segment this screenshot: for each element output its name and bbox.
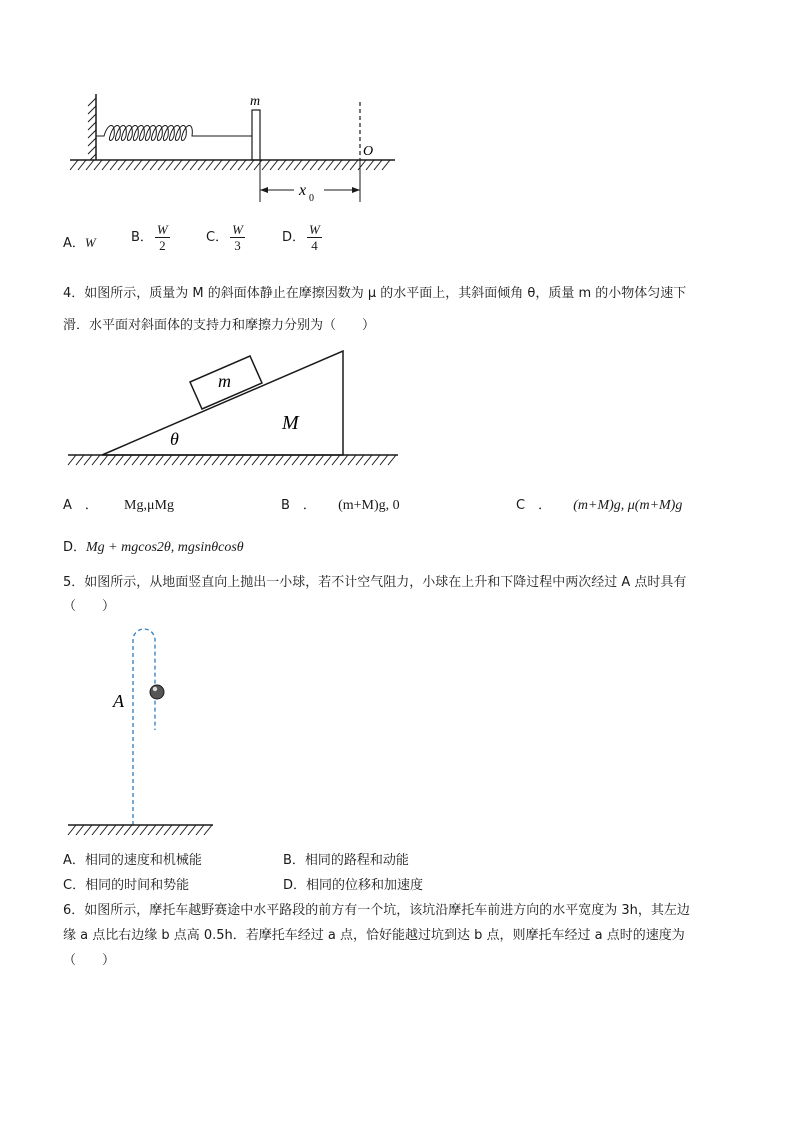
q3-option-d-letter: D．	[282, 230, 306, 245]
x0-arrowhead-right	[352, 187, 360, 193]
q4-option-d-letter: D．	[63, 540, 87, 555]
q4-option-a-letter: A ．	[63, 498, 98, 513]
ground-hatching	[68, 825, 212, 835]
q5-option-b: B．相同的路程和动能	[283, 853, 409, 868]
q3-option-d-den: 4	[311, 238, 318, 253]
q3-option-b-letter: B．	[131, 230, 153, 245]
q3-option-b	[131, 222, 170, 253]
x0-arrowhead-left	[260, 187, 268, 193]
block-label: m	[218, 371, 231, 391]
wedge-label: M	[282, 412, 299, 434]
x0-subscript: 0	[309, 193, 314, 204]
angle-label: θ	[170, 429, 179, 449]
q5-question-line-1: 5．如图所示，从地面竖直向上抛出一小球，若不计空气阻力，小球在上升和下降过程中两次经过 A 点时具有	[63, 575, 687, 590]
q3-spring-figure	[60, 88, 410, 210]
q4-question-line-2: 滑．水平面对斜面体的支持力和摩擦力分别为（ ）	[63, 318, 376, 333]
q4-option-b-letter: B ．	[281, 498, 316, 513]
q4-question-line-1: 4．如图所示，质量为 M 的斜面体静止在摩擦因数为 μ 的水平面上，其斜面倾角 θ，质量 m 的小物体匀速下	[63, 286, 687, 301]
q4-option-a-text: Mg,μMg	[124, 498, 174, 513]
q3-option-b-den: 2	[159, 238, 166, 253]
q3-option-c-num: W	[232, 222, 243, 237]
q5-question-line-2: （ ）	[63, 599, 116, 614]
q4-incline-figure	[60, 345, 405, 475]
ground-hatching	[68, 455, 396, 465]
q3-option-a-value: W	[84, 235, 96, 250]
q5-option-d: D．相同的位移和加速度	[283, 878, 424, 893]
q4-option-c-letter: C ．	[516, 498, 552, 513]
q4-option-a	[63, 496, 174, 516]
q5-option-c: C．相同的时间和势能	[63, 878, 190, 893]
wall-hatching	[88, 98, 96, 160]
q5-option-a: A．相同的速度和机械能	[63, 853, 202, 868]
q4-option-b-text: (m+M)g, 0	[338, 498, 400, 513]
mass-label: m	[250, 94, 261, 109]
q6-question-line-2: 缘 a 点比右边缘 b 点高 0.5h．若摩托车经过 a 点，恰好能越过坑到达 b 点，则摩托车经过 a 点时的速度为	[63, 928, 685, 943]
q3-option-c-letter: C．	[206, 230, 229, 245]
origin-label: O	[363, 144, 374, 159]
q3-option-c-den: 3	[234, 238, 241, 253]
spring	[96, 126, 252, 141]
q3-option-d-fraction	[307, 222, 322, 253]
wedge	[102, 351, 343, 455]
q3-option-b-num: W	[156, 222, 168, 237]
mass-block	[252, 110, 260, 160]
q3-option-b-fraction	[155, 222, 170, 253]
ground-hatching	[70, 160, 390, 170]
q3-option-d	[282, 222, 322, 253]
ball-highlight	[153, 687, 157, 691]
trajectory-path	[133, 629, 155, 825]
q3-option-c	[206, 222, 245, 253]
q3-option-a-letter: A．	[63, 236, 85, 251]
q4-option-c	[516, 496, 682, 516]
q4-option-d-text: Mg + mgcos2θ, mgsinθcosθ	[86, 540, 244, 555]
ball	[150, 685, 164, 699]
q3-option-d-num: W	[309, 222, 320, 237]
q4-option-b	[281, 496, 400, 516]
q6-question-line-3: （ ）	[63, 953, 116, 968]
x0-label: x	[299, 182, 307, 199]
q4-option-d	[63, 538, 244, 558]
q6-question-line-1: 6．如图所示，摩托车越野赛途中水平路段的前方有一个坑，该坑沿摩托车前进方向的水平宽度为 3h，其左边	[63, 903, 690, 918]
point-a-label: A	[113, 691, 124, 711]
q4-option-c-text: (m+M)g, μ(m+M)g	[573, 498, 683, 513]
q5-throw-figure	[60, 622, 220, 844]
q3-option-a	[63, 233, 96, 254]
q3-option-c-fraction	[230, 222, 245, 253]
